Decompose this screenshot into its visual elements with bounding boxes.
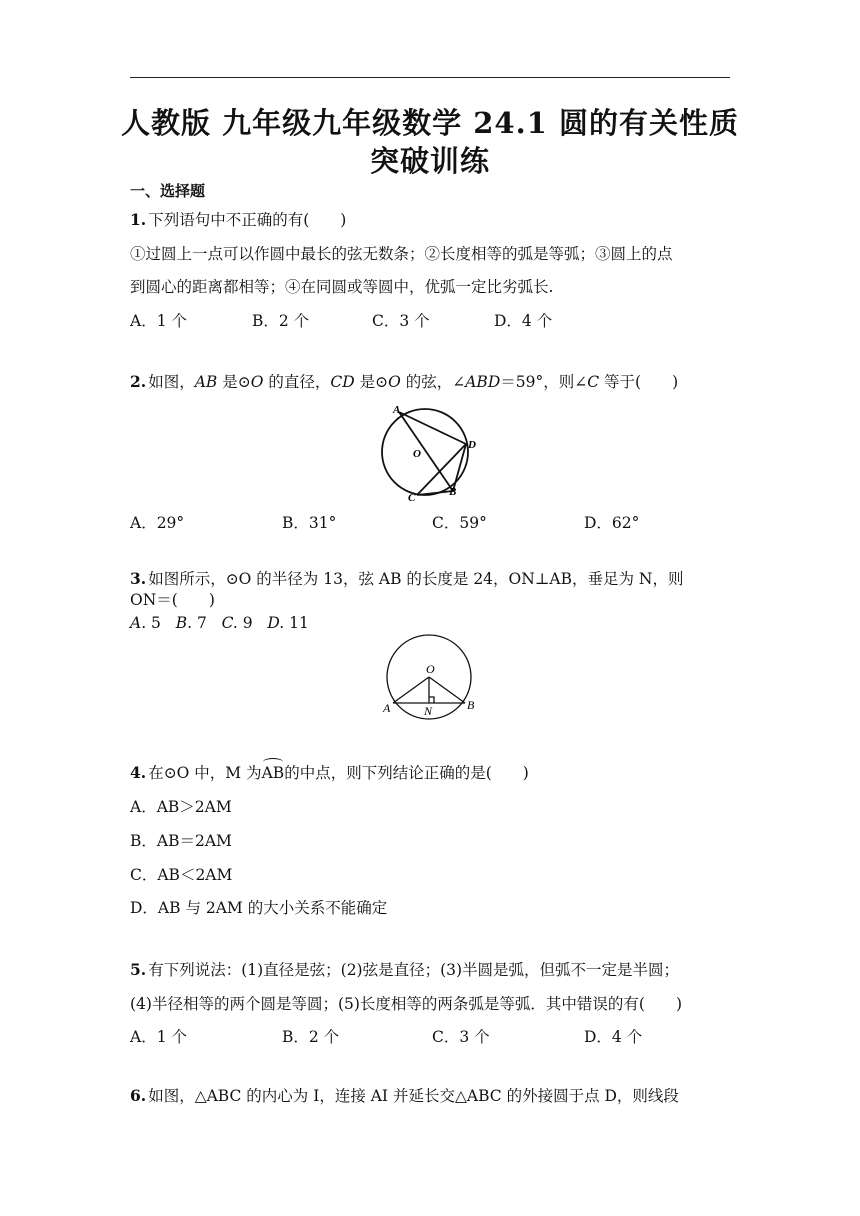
q2-option-b: B．31° (282, 514, 337, 532)
header-rule (130, 77, 730, 78)
q4-number: 4. (130, 763, 147, 782)
q2-text: 是⊙ (217, 373, 251, 391)
q6-number: 6. (130, 1086, 147, 1105)
q3-stem-line1 (130, 569, 683, 589)
q2-text: 等于( ) (599, 373, 679, 391)
q2-stem-line (130, 372, 678, 392)
q2-label-a: A (393, 404, 401, 416)
q1-option-d: D．4 个 (494, 312, 553, 330)
q6-stem-line (130, 1086, 679, 1106)
q2-var: AB (194, 373, 218, 391)
q6-stem: 如图，△ABC 的内心为 I，连接 AI 并延长交△ABC 的外接圆于点 D，则线段 (148, 1087, 679, 1105)
q5-stem-line2: (4)半径相等的两个圆是等圆；(5)长度相等的两条弧是等弧．其中错误的有( ) (130, 995, 683, 1013)
q5-stem: 有下列说法：(1)直径是弦；(2)弦是直径；(3)半圆是弧，但弧不一定是半圆； (148, 961, 680, 979)
q2-var: O (388, 373, 401, 391)
q3-option-c-value: 9 (237, 614, 253, 632)
q3-label-n: N (424, 704, 433, 718)
q2-text: 的直径， (263, 373, 331, 391)
q1-stem: 下列语句中不正确的有( ) (148, 211, 347, 229)
q3-stem: 如图所示，⊙O 的半径为 13，弦 AB 的长度是 24，ON⊥AB，垂足为 N，则 (148, 570, 684, 588)
q2-number: 2. (130, 372, 147, 391)
q3-label-b: B (467, 698, 475, 712)
q2-text: 的弦，∠ (400, 373, 466, 391)
q4-option-c: C．AB＜2AM (130, 866, 233, 884)
q2-figure-strokes (382, 409, 468, 495)
q4-option-b: B．AB＝2AM (130, 832, 232, 850)
q5-option-c: C．3 个 (432, 1028, 490, 1046)
q1-option-b: B．2 个 (252, 312, 310, 330)
q2-label-c: C (408, 492, 416, 502)
q4-stem-pre: 在⊙O 中，M 为 (148, 764, 262, 782)
q3-label-o: O (426, 662, 435, 676)
q2-label-d: D (468, 439, 476, 451)
q1-option-a: A．1 个 (130, 312, 187, 330)
q3-option-d-letter: D. (267, 614, 285, 632)
q2-circle-figure (375, 402, 485, 502)
q3-option-d-value: 11 (284, 614, 309, 632)
q2-var: CD (330, 373, 355, 391)
q3-label-a: A (383, 701, 391, 715)
q3-radius-oa (393, 677, 429, 703)
q3-options-line (130, 613, 309, 633)
section-heading: 一、选择题 (130, 182, 206, 200)
q3-option-a-letter: A. (130, 614, 147, 632)
q2-text: ＝59°，则∠ (500, 373, 588, 391)
q1-option-c: C．3 个 (372, 312, 430, 330)
q4-arc-ab: AB (261, 764, 285, 782)
q5-option-a: A．1 个 (130, 1028, 187, 1046)
q4-option-a: A．AB＞2AM (130, 798, 232, 816)
q1-number: 1. (130, 210, 147, 229)
q3-number: 3. (130, 569, 147, 588)
q4-option-d: D．AB 与 2AM 的大小关系不能确定 (130, 899, 388, 917)
q3-right-angle-mark (429, 697, 434, 703)
q2-option-a: A．29° (130, 514, 185, 532)
q1-body-line2: 到圆心的距离都相等；④在同圆或等圆中，优弧一定比劣弧长. (130, 278, 554, 296)
q3-circle-figure (378, 634, 482, 724)
q4-stem-post: 的中点，则下列结论正确的是( ) (284, 764, 529, 782)
q2-label-o: O (413, 448, 421, 460)
q5-number: 5. (130, 960, 147, 979)
q3-option-b-value: 7 (192, 614, 207, 632)
doc-title-line1: 人教版 九年级九年级数学 24.1 圆的有关性质 (121, 106, 739, 140)
q5-option-d: D．4 个 (584, 1028, 643, 1046)
q1-body-line1: ①过圆上一点可以作圆中最长的弦无数条；②长度相等的弧是等弧；③圆上的点 (130, 245, 673, 263)
q1-stem-line (130, 210, 346, 230)
q2-var: C (587, 373, 600, 391)
q2-var: O (250, 373, 264, 391)
q2-label-b: B (449, 486, 457, 498)
q3-option-a-value: 5 (146, 614, 161, 632)
q2-option-c: C．59° (432, 514, 487, 532)
q2-text: 如图， (148, 373, 195, 391)
q4-stem-line (130, 763, 529, 783)
doc-title-line2: 突破训练 (369, 144, 490, 178)
q2-var: ABD (465, 373, 501, 391)
q5-stem-line1 (130, 960, 679, 980)
q3-option-c-letter: C. (221, 614, 238, 632)
q2-diameter-ab (399, 412, 453, 491)
q2-option-d: D．62° (584, 514, 640, 532)
q3-option-b-letter: B. (175, 614, 193, 632)
q5-option-b: B．2 个 (282, 1028, 340, 1046)
q2-text: 是⊙ (354, 373, 389, 391)
q3-stem-line2: ON＝( ) (130, 591, 215, 609)
